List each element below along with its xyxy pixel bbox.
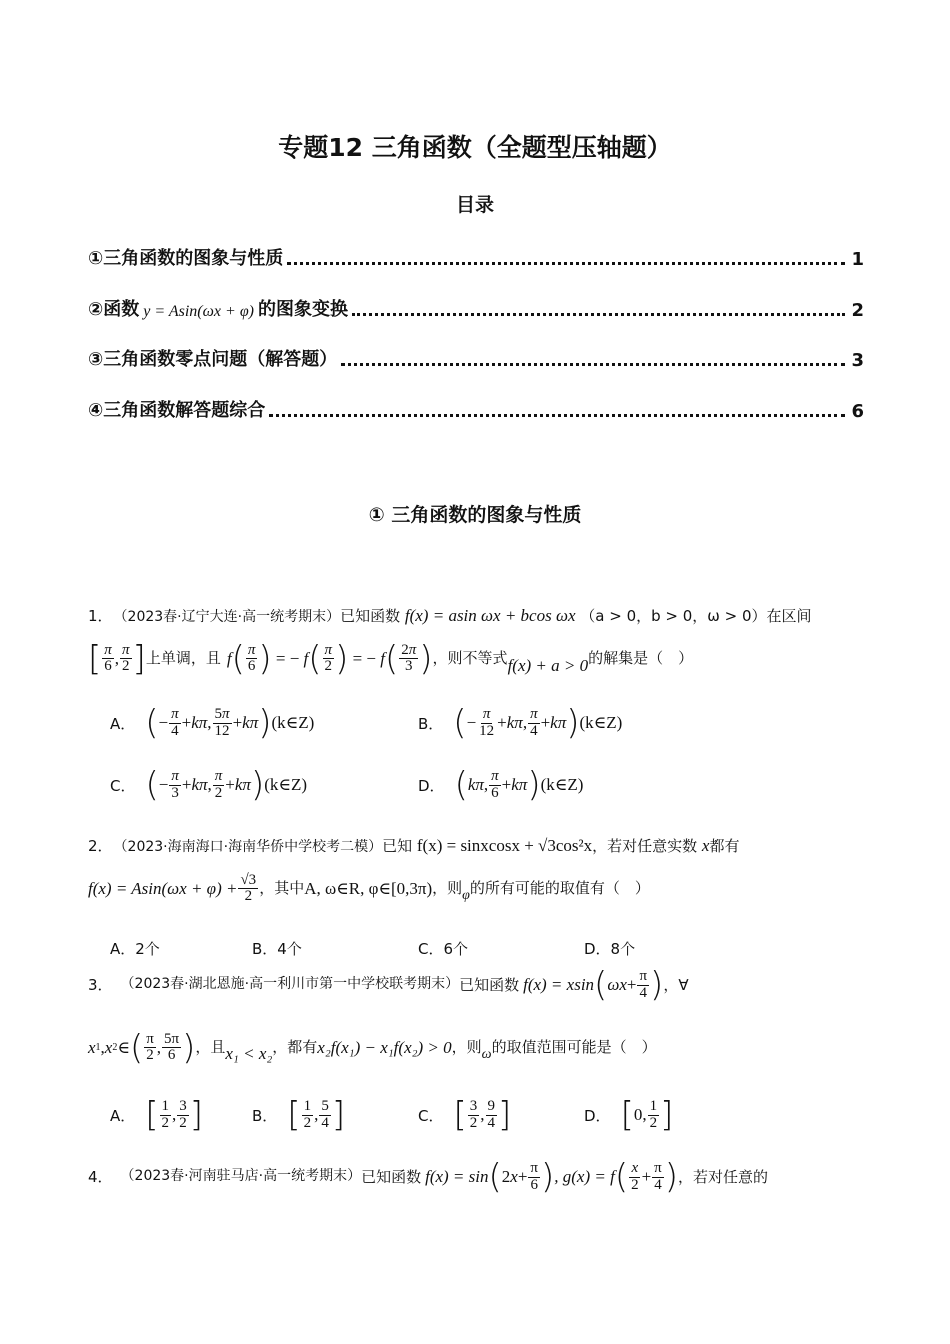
option-b[interactable]: B． [ $\frac{1}{2}$ , $\frac{5}{4}$ ] xyxy=(252,1095,346,1135)
toc-heading: 目录 xyxy=(455,194,494,216)
toc-entry-label: ②函数 xyxy=(88,299,140,320)
question-text: ，∀ xyxy=(663,975,689,994)
inequality: f(x) + a > 0 xyxy=(507,656,589,675)
toc-entry-label: ①三角函数的图象与性质 xyxy=(88,248,284,269)
parameter-conditions: A, ω∈R, φ∈[0,3π) xyxy=(304,878,433,898)
question-conditions: （a > 0，b > 0，ω > 0）在区间 xyxy=(580,607,812,625)
order-condition: x₁ < x₂ xyxy=(225,1044,273,1063)
question-text: ，都有 xyxy=(272,1038,318,1057)
toc-leader xyxy=(341,363,845,366)
inequality: x₂f(x₁) − x₁f(x₂) > 0 xyxy=(317,1038,452,1057)
option-a[interactable] xyxy=(110,938,160,959)
toc-page-number: 2 xyxy=(851,300,864,321)
question-1-line-2: [ $\frac{\pi}{6}$ , $\frac{\pi}{2}$ ] 上单调，且 f ( $\frac{\pi}{6}$ ) = − f ( $\frac{\pi}{2}$ ) = − f ( $\frac{2\pi}{3}$ ) ，则不等式 f(x) + a > 0 的解集是（ ） xyxy=(88,638,694,679)
option-d[interactable] xyxy=(584,938,635,959)
option-label: B． xyxy=(252,1106,278,1125)
question-source: （2023春·湖北恩施·高一利川市第一中学校联考期末） xyxy=(120,976,460,993)
option-c[interactable] xyxy=(418,938,468,959)
function-expression: f(x) = sinxcosx + √3cos²x xyxy=(416,836,593,855)
variable: x xyxy=(701,836,710,855)
option-c[interactable]: C． ( − $\frac{\pi}{3}$ +kπ, $\frac{\pi}{2}$ +kπ ) (k∈Z) xyxy=(110,765,307,805)
toc-leader xyxy=(269,414,845,417)
option-label: B． xyxy=(418,714,444,733)
toc-entry-3[interactable] xyxy=(88,341,864,371)
option-domain: (k∈Z) xyxy=(579,713,623,732)
question-text: ，则 xyxy=(432,879,463,898)
question-number: 4． xyxy=(88,1167,113,1186)
option-text: D．8个 xyxy=(584,940,636,958)
question-source: （2023春·河南驻马店·高一统考期末） xyxy=(120,1168,362,1185)
question-4-line-1: 4． （2023春·河南驻马店·高一统考期末） 已知函数 f(x) = sin ( 2x+ $\frac{\pi}{6}$ ) , g(x) = f ( $\frac{x}{2}$ + $\frac{\pi}{4}$ ) ，若对任意的 xyxy=(88,1157,769,1197)
question-number: 2． xyxy=(88,837,113,855)
question-source: （2023·海南海口·海南华侨中学校考二模） xyxy=(120,839,383,855)
question-1-line-1 xyxy=(88,604,868,628)
toc-page-number: 1 xyxy=(851,249,864,270)
toc-leader xyxy=(287,262,845,265)
option-label: D． xyxy=(418,776,445,795)
option-a[interactable]: A． [ $\frac{1}{2}$ , $\frac{3}{2}$ ] xyxy=(110,1095,204,1135)
question-number: 3． xyxy=(88,975,113,994)
option-c[interactable]: C． [ $\frac{3}{2}$ , $\frac{9}{4}$ ] xyxy=(418,1095,512,1135)
option-label: C． xyxy=(110,776,136,795)
question-text: ，则 xyxy=(451,1038,482,1057)
option-domain: (k∈Z) xyxy=(271,713,315,732)
toc-entry-2[interactable] xyxy=(88,291,864,321)
toc-formula: y = Asin(ωx + φ) xyxy=(143,303,255,320)
question-ask: 的取值范围可能是（ ） xyxy=(491,1038,657,1057)
option-label: D． xyxy=(584,1106,611,1125)
option-text: A．2个 xyxy=(110,940,160,958)
toc-page-number: 6 xyxy=(851,401,864,422)
question-text: ，其中 xyxy=(259,879,305,898)
question-source: （2023春·辽宁大连·高一统考期末） xyxy=(120,609,341,625)
question-number: 1． xyxy=(88,607,113,625)
option-domain: (k∈Z) xyxy=(264,775,307,794)
question-text: ，若对任意的 xyxy=(678,1167,769,1186)
toc-entry-label: ④三角函数解答题综合 xyxy=(88,400,266,421)
function-form: f(x) = Asin(ωx + φ) + xyxy=(88,878,238,898)
question-2-line-1 xyxy=(88,834,868,858)
toc-entry-4[interactable] xyxy=(88,392,864,422)
option-b[interactable]: B． ( − $\frac{\pi}{12}$ +kπ, $\frac{\pi}{4}$ +kπ ) (k∈Z) xyxy=(418,703,623,743)
option-d[interactable]: D． [ 0, $\frac{1}{2}$ ] xyxy=(584,1095,674,1135)
question-text: 已知函数 xyxy=(459,975,520,994)
math-bracket: ] xyxy=(132,638,146,679)
toc-leader xyxy=(352,313,845,316)
option-text: C．6个 xyxy=(418,940,469,958)
question-text: 上单调，且 xyxy=(145,649,221,668)
option-a[interactable]: A． ( − $\frac{\pi}{4}$ +kπ, $\frac{5\pi}{12}$ +kπ ) (k∈Z) xyxy=(110,703,315,743)
question-text: ，则不等式 xyxy=(432,649,508,668)
question-3-line-1: 3． （2023春·湖北恩施·高一利川市第一中学校联考期末） 已知函数 f(x) = xsin ( ωx+ $\frac{\pi}{4}$ ) ，∀ xyxy=(88,965,689,1005)
function-g: , g(x) = f xyxy=(554,1167,615,1187)
function-expression: f(x) = xsin xyxy=(523,975,595,995)
question-text: 已知函数 xyxy=(340,607,401,625)
question-ask: 的所有可能的取值有（ ） xyxy=(469,879,650,898)
toc-entry-1[interactable] xyxy=(88,240,864,270)
variable: ω xyxy=(481,1047,492,1063)
option-label: C． xyxy=(418,1106,444,1125)
question-text: 已知函数 xyxy=(361,1167,422,1186)
option-b[interactable] xyxy=(252,938,302,959)
toc-entry-label-suffix: 的图象变换 xyxy=(258,299,349,320)
question-ask: 的解集是（ ） xyxy=(588,649,694,668)
option-d[interactable]: D． ( kπ, $\frac{\pi}{6}$ +kπ ) (k∈Z) xyxy=(418,765,584,805)
toc-entry-label: ③三角函数零点问题（解答题） xyxy=(88,349,338,370)
document-title: 专题12 三角函数（全题型压轴题） xyxy=(278,133,672,162)
math-bracket: [ xyxy=(88,638,102,679)
question-2-line-2: f(x) = Asin(ωx + φ) + $\frac{√3}{2}$ ，其中 A, ω∈R, φ∈[0,3π) ，则 φ 的所有可能的取值有（ ） xyxy=(88,871,650,905)
function-expression: f(x) = sin xyxy=(425,1167,489,1187)
option-domain: (k∈Z) xyxy=(540,775,584,794)
toc-page-number: 3 xyxy=(851,350,864,371)
option-label: A． xyxy=(110,714,136,733)
section-heading: ① 三角函数的图象与性质 xyxy=(368,504,582,526)
variable: φ xyxy=(462,888,470,903)
option-label: A． xyxy=(110,1106,136,1125)
question-3-line-2: x 1 , x 2 ∈ ( $\frac{\pi}{2}$ , $\frac{5\pi}{6}$ ) ，且 x₁ < x₂ ，都有 x₂f(x₁) − x₁f(x₂) > 0 ，则 ω 的取值范围可能是（ ） xyxy=(88,1027,657,1068)
question-text: 已知 xyxy=(382,837,413,855)
question-text: ，若对任意实数 xyxy=(592,837,698,855)
question-text: 都有 xyxy=(709,837,740,855)
question-text: ，且 xyxy=(195,1038,226,1057)
function-expression: f(x) = asin ωx + bcos ωx xyxy=(404,606,576,625)
option-text: B．4个 xyxy=(252,940,302,958)
